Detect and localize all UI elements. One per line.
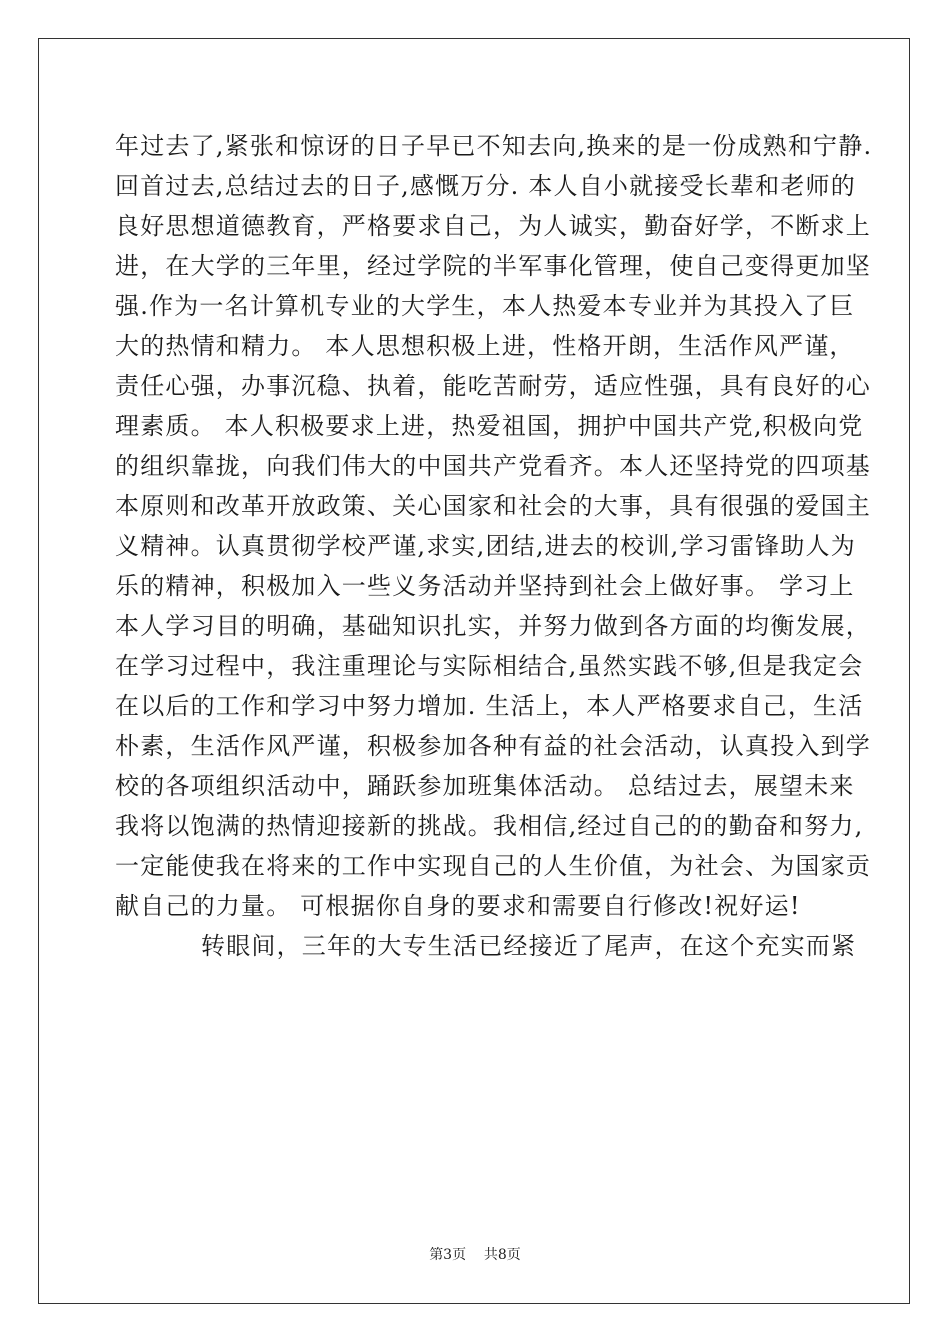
text-line: 在学习过程中，我注重理论与实际相结合,虽然实践不够,但是我定会	[115, 652, 864, 680]
text-line: 献自己的力量。 可根据你自身的要求和需要自行修改!祝好运!	[115, 892, 801, 920]
page-number: 第3页 共8页	[429, 1247, 521, 1263]
text-line: 强.作为一名计算机专业的大学生，本人热爱本专业并为其投入了巨	[115, 292, 855, 320]
text-line: 我将以饱满的热情迎接新的挑战。我相信,经过自己的的勤奋和努力,	[115, 812, 864, 840]
text-line: 的组织靠拢，向我们伟大的中国共产党看齐。本人还坚持党的四项基	[115, 452, 871, 480]
text-line: 责任心强，办事沉稳、执着，能吃苦耐劳，适应性强，具有良好的心	[115, 372, 871, 400]
text-line: 回首过去,总结过去的日子,感慨万分. 本人自小就接受长辈和老师的	[115, 172, 856, 200]
document-body	[115, 126, 873, 966]
text-line: 进，在大学的三年里，经过学院的半军事化管理，使自己变得更加坚	[115, 252, 871, 280]
text-line: 校的各项组织活动中，踊跃参加班集体活动。 总结过去，展望未来	[115, 772, 855, 800]
text-line: 朴素，生活作风严谨，积极参加各种有益的社会活动，认真投入到学	[115, 732, 871, 760]
text-line: 大的热情和精力。 本人思想积极上进，性格开朗，生活作风严谨，	[115, 332, 855, 360]
text-line: 在以后的工作和学习中努力增加. 生活上，本人严格要求自己，生活	[115, 692, 864, 720]
text-line: 良好思想道德教育，严格要求自己，为人诚实，勤奋好学，不断求上	[115, 212, 871, 240]
paragraph-start-line: 转眼间，三年的大专生活已经接近了尾声，在这个充实而紧	[201, 932, 857, 960]
text-line: 本原则和改革开放政策、关心国家和社会的大事，具有很强的爱国主	[115, 492, 871, 520]
page-footer	[0, 1244, 950, 1264]
text-line: 理素质。 本人积极要求上进，热爱祖国，拥护中国共产党,积极向党	[115, 412, 864, 440]
text-line: 一定能使我在将来的工作中实现自己的人生价值，为社会、为国家贡	[115, 852, 871, 880]
text-line: 本人学习目的明确，基础知识扎实，并努力做到各方面的均衡发展，	[115, 612, 871, 640]
text-line: 年过去了,紧张和惊讶的日子早已不知去向,换来的是一份成熟和宁静.	[115, 132, 873, 160]
text-line: 乐的精神，积极加入一些义务活动并坚持到社会上做好事。 学习上	[115, 572, 855, 600]
text-line: 义精神。认真贯彻学校严谨,求实,团结,进去的校训,学习雷锋助人为	[115, 532, 856, 560]
